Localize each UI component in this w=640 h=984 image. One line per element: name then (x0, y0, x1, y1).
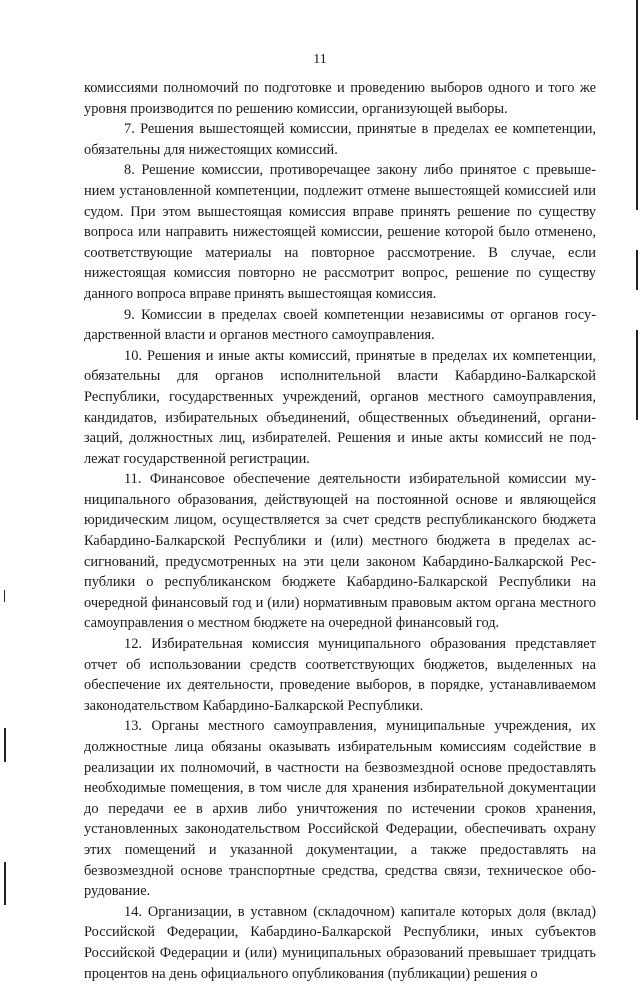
scan-edge-mark (4, 590, 5, 602)
scan-edge-mark (4, 728, 6, 762)
document-body (84, 78, 596, 984)
scan-edge-mark (636, 250, 638, 290)
paragraph-continuation: комиссиями полномочий по подготовке и проведению выборов одного и того же уровня производится по решению комиссии, организующей выборы. (84, 80, 596, 117)
paragraph-14: 14. Организации, в уставном (складочном) капитале которых доля (вклад) Российской Федерации, Кабардино-Балкарской Республики, иных субъектов Российской Федерации и (или) муниципальных образований превышает тридцать процентов на день официального опубликования (публикации) решения о (84, 903, 596, 982)
scan-edge-mark (636, 0, 638, 210)
scan-edge-mark (636, 330, 638, 420)
paragraph-13: 13. Органы местного самоуправления, муниципальные учреждения, их должностные лица обязаны оказывать избирательным комиссиям содействие в реализации их полномочий, в частности на безвозмездной основе предоставлять необходимые помещения, в том числе для хранения избирательной документации до передачи ее в архив либо уничтожения по истечении сроков хранения, установленных законодательством Российской Федерации, обеспечивать охрану этих помещений и указанной документации, а также предоставлять на безвозмездной основе транспортные средства, средства связи, техническое оборудование. (84, 718, 596, 900)
scan-edge-mark (4, 862, 6, 905)
paragraph-7: 7. Решения вышестоящей комиссии, принятые в пределах ее компетенции, обязательны для нижестоящих комиссий. (84, 121, 596, 158)
paragraph-12: 12. Избирательная комиссия муниципального образования представляет отчет об использовании средств соответствующих бюджетов, выделенных на обеспечение их деятельности, проведение выборов, в порядке, устанавливаемом законодательством Кабардино-Балкарской Республики. (84, 636, 596, 714)
paragraph-10: 10. Решения и иные акты комиссий, принятые в пределах их компетенции, обязательны для органов исполнительной власти Кабардино-Балкарской Республики, государственных учреждений, органов местного самоуправления, кандидатов, избирательных объединений, общественных объединений, организаций, должностных лиц, избирателей. Решения и иные акты комиссий не подлежат государственной регистрации. (84, 347, 596, 467)
page-number: 11 (313, 52, 327, 67)
paragraph-11: 11. Финансовое обеспечение деятельности избирательной комиссии муниципального образования, действующей на постоянной основе и являющейся юридическим лицом, осуществляется за счет средств республиканского бюджета Кабардино-Балкарской Республики и (или) местного бюджета в пределах ассигнований, предусмотренных на эти цели законом Кабардино-Балкарской Республики о республиканском бюджете Кабардино-Балкарской Республики на очередной финансовый год и (или) нормативным правовым актом органа местного самоуправления о местном бюджете на очередной финансовый год. (84, 471, 596, 632)
paragraph-9: 9. Комиссии в пределах своей компетенции независимы от органов государственной власти и органов местного самоуправления. (84, 306, 596, 344)
paragraph-8: 8. Решение комиссии, противоречащее закону либо принятое с превышением установленной компетенции, подлежит отмене вышестоящей комиссией или судом. При этом вышестоящая комиссия вправе принять решение по существу вопроса или направить нижестоящей комиссии, решение которой было отменено, соответствующие материалы на повторное рассмотрение. В случае, если нижестоящая комиссия повторно не рассмотрит вопрос, решение по существу данного вопроса вправе принять вышестоящая комиссия. (84, 162, 596, 302)
